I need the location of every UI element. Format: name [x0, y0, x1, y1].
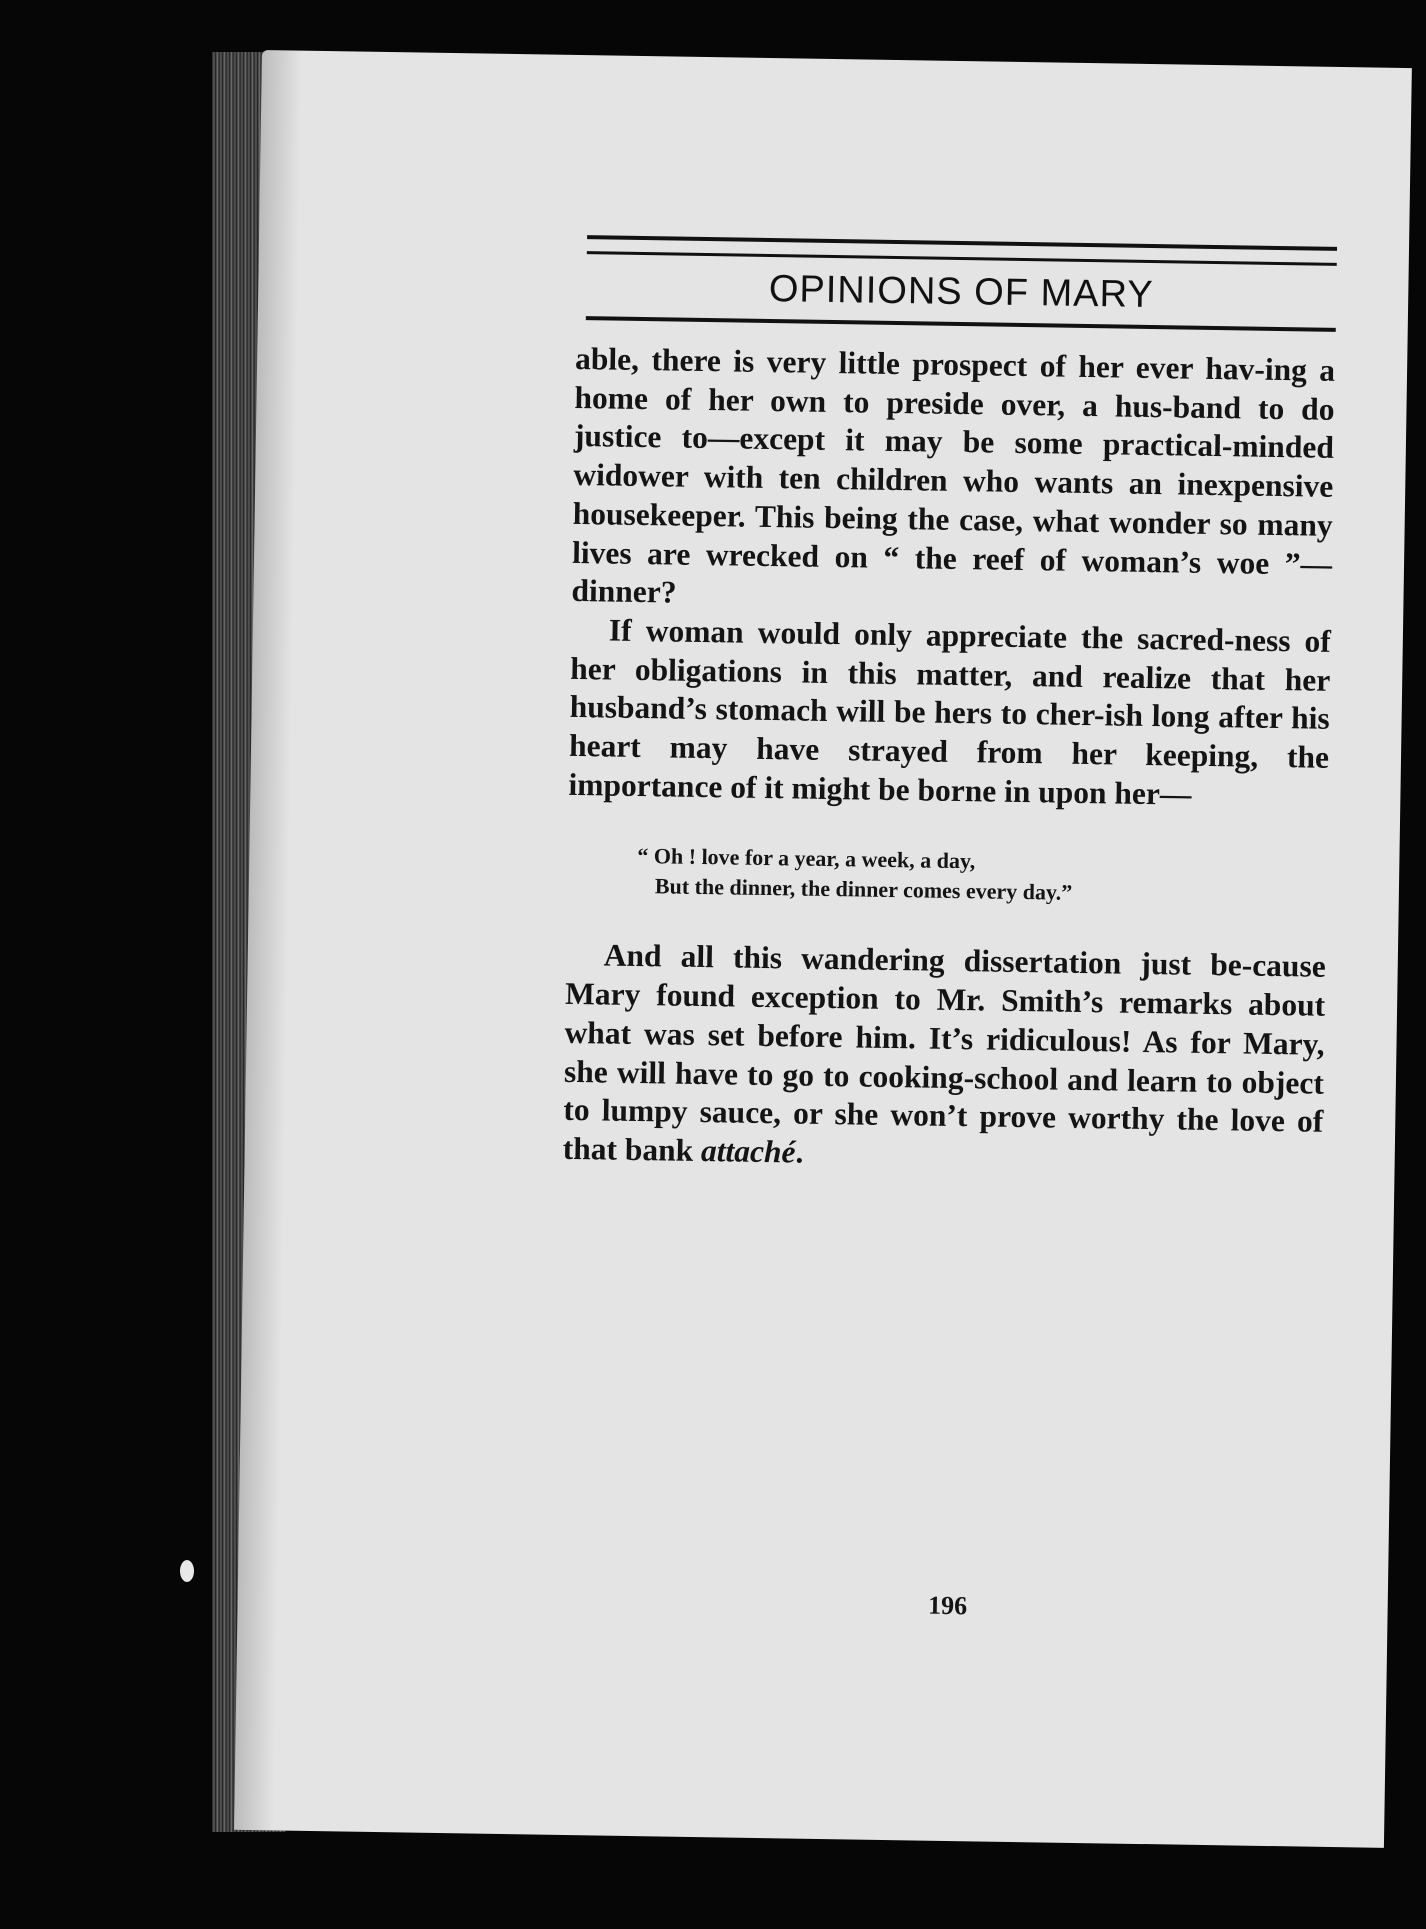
header-underline-rule [586, 316, 1336, 332]
paragraph-2: If woman would only appreciate the sacred-ness of her obligations in this matter, and realize that her husband’s stomach will be hers to cher-ish long after his heart may have strayed from her keeping, the importance of it might be borne in upon her— [568, 612, 1332, 812]
paragraph-3-italic-word: attaché [700, 1132, 796, 1170]
body-text [562, 340, 1335, 1180]
page-header [586, 235, 1337, 332]
page-number: 196 [927, 1590, 968, 1621]
paragraph-3 [562, 936, 1326, 1180]
verse-quote [637, 841, 1328, 912]
scan-speck [180, 1560, 194, 1582]
paragraph-3-end: . [795, 1134, 804, 1170]
book-page [234, 50, 1412, 1848]
verse-line-2: But the dinner, the dinner comes every day.” [654, 873, 1073, 906]
paragraph-3-text: And all this wandering dissertation just be-cause Mary found exception to Mr. Smith’s remarks about what was set before him. It’s ridiculous! As for Mary, she will have to go to cooking-school and learn to object to lumpy sauce, or she won’t prove worthy the love of that bank [562, 937, 1327, 1168]
paragraph-1: able, there is very little prospect of her ever hav-ing a home of her own to preside over, a hus-band to do justice to—except it may be some practical-minded widower with ten children who wants an inexpensive housekeeper. This being the case, what wonder so many lives are wrecked on “ the reef of woman’s woe ”—dinner? [571, 340, 1336, 610]
running-title: OPINIONS OF MARY [768, 267, 1154, 317]
verse-line-1: “ Oh ! love for a year, a week, a day, [637, 843, 976, 874]
header-double-rule [587, 235, 1337, 266]
